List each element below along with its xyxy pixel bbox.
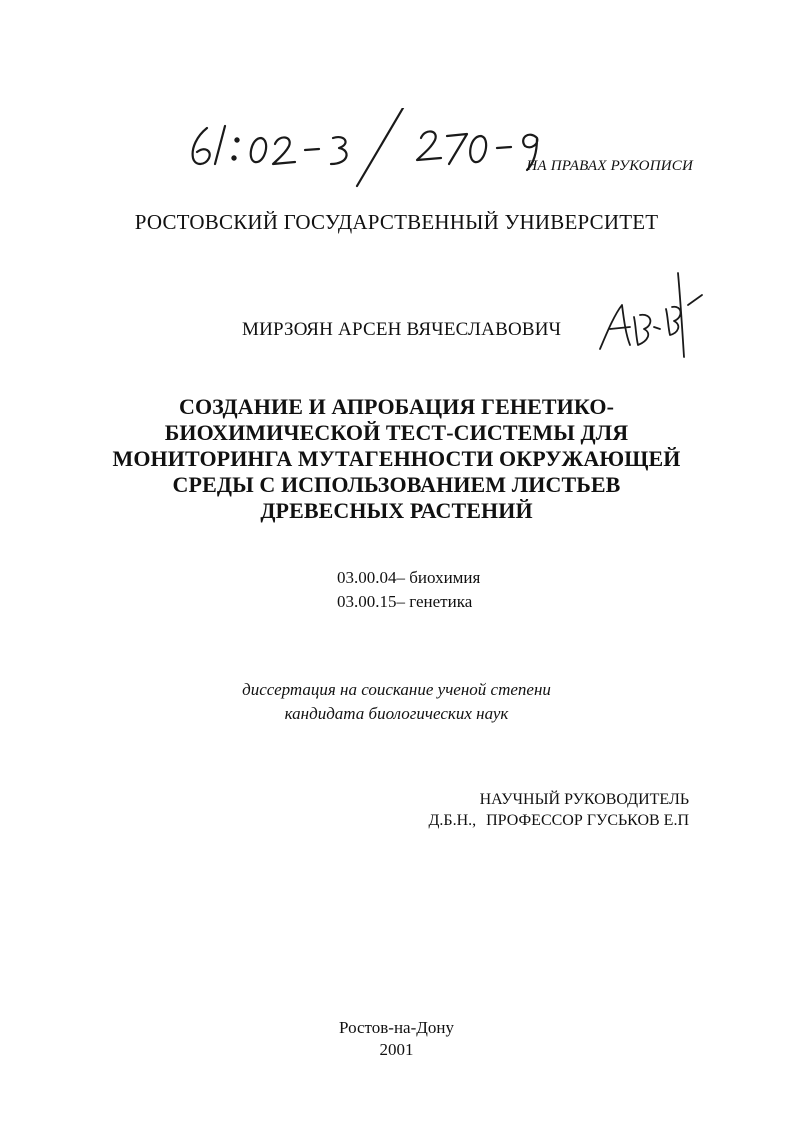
supervisor-degree: Д.Б.Н., — [428, 812, 477, 829]
title-line-5: ДРЕВЕСНЫХ РАСТЕНИЙ — [260, 498, 533, 523]
year: 2001 — [379, 1040, 414, 1059]
title-line-2: БИОХИМИЧЕСКОЙ ТЕСТ-СИСТЕМЫ ДЛЯ — [164, 420, 629, 445]
title-line-1: СОЗДАНИЕ И АПРОБАЦИЯ ГЕНЕТИКО- — [178, 394, 615, 419]
supervisor-name: ПРОФЕССОР ГУСЬКОВ Е.П — [486, 812, 689, 829]
degree-line-1: диссертация на соискание ученой степени — [242, 680, 551, 699]
author-name: МИРЗОЯН АРСЕН ВЯЧЕСЛАВОВИЧ — [242, 319, 562, 340]
dissertation-title — [0, 394, 793, 524]
degree-statement — [0, 678, 793, 726]
supervisor-block — [428, 789, 689, 831]
degree-line-2: кандидата биологических наук — [284, 704, 509, 723]
title-line-4: СРЕДЫ С ИСПОЛЬЗОВАНИЕМ ЛИСТЬЕВ — [172, 472, 621, 497]
title-line-3: МОНИТОРИНГА МУТАГЕННОСТИ ОКРУЖАЮЩЕЙ — [112, 446, 681, 471]
university-name: РОСТОВСКИЙ ГОСУДАРСТВЕННЫЙ УНИВЕРСИТЕТ — [134, 210, 659, 234]
specialty-genetics: 03.00.15– генетика — [337, 592, 473, 611]
author-signature — [596, 265, 706, 365]
manuscript-rights-note: НА ПРАВАХ РУКОПИСИ — [526, 158, 693, 174]
handwritten-archive-code — [185, 108, 565, 188]
supervisor-line — [428, 810, 689, 831]
supervisor-role: НАУЧНЫЙ РУКОВОДИТЕЛЬ — [479, 791, 689, 808]
place-and-year — [0, 1017, 793, 1061]
specialty-codes — [337, 566, 480, 614]
city: Ростов-на-Дону — [339, 1018, 454, 1037]
specialty-biochemistry: 03.00.04– биохимия — [337, 568, 481, 587]
